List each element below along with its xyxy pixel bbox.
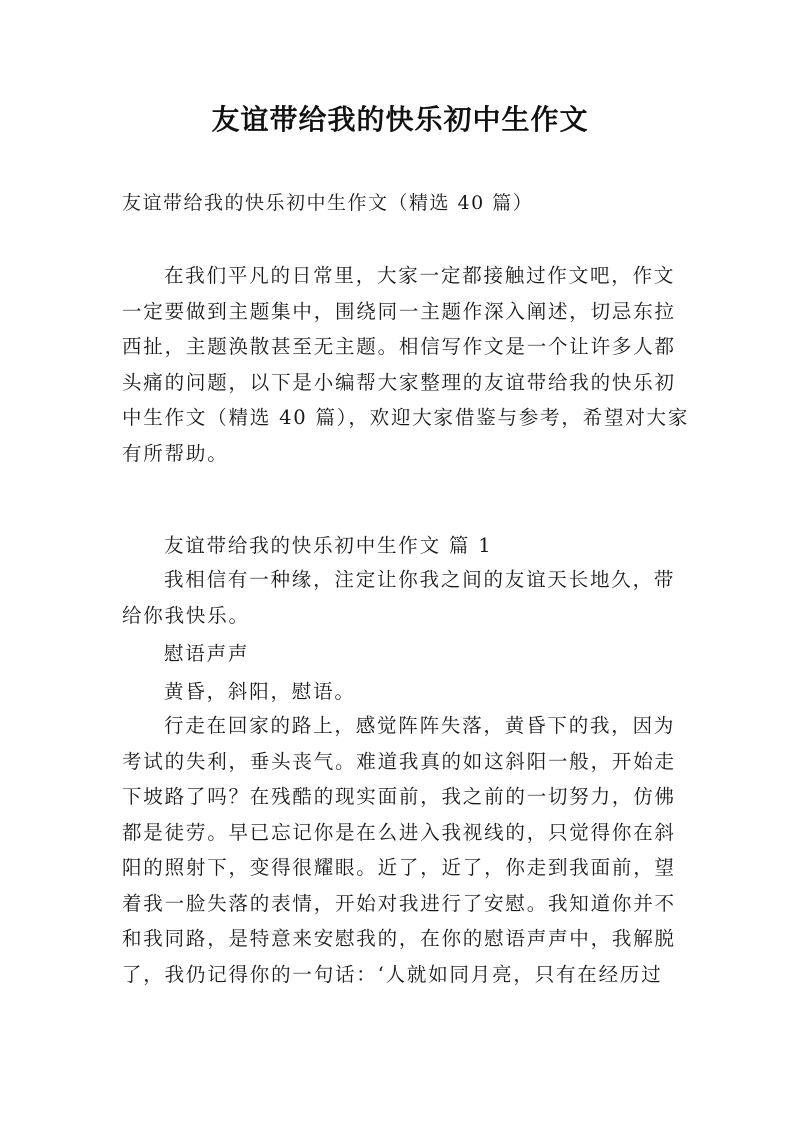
intro-line: 有所帮助。	[122, 441, 229, 465]
paragraph-line: 着我一脸失落的表情，开始对我进行了安慰。我知道你并不	[122, 891, 676, 915]
intro-line: 头痛的问题，以下是小编帮大家整理的友谊带给我的快乐初	[122, 370, 676, 394]
paragraph-line: 我相信有一种缘，注定让你我之间的友谊天长地久，带	[164, 568, 676, 591]
paragraph-line: 都是徒劳。早已忘记你是在么进入我视线的，只觉得你在斜	[122, 820, 676, 844]
intro-line: 在我们平凡的日常里，大家一定都接触过作文吧，作文	[164, 264, 676, 287]
document-title: 友谊带给我的快乐初中生作文	[211, 103, 589, 136]
section-heading: 友谊带给我的快乐初中生作文 篇 1	[164, 534, 493, 557]
intro-line: 西扯，主题涣散甚至无主题。相信写作文是一个让许多人都	[122, 335, 676, 358]
subheading-line: 慰语声声	[164, 642, 250, 665]
paragraph-line: 下坡路了吗？在残酷的现实面前，我之前的一切努力，仿佛	[122, 785, 676, 808]
paragraph-line: 阳的照射下，变得很耀眼。近了，近了，你走到我面前，望	[122, 856, 676, 879]
intro-line: 一定要做到主题集中，围绕同一主题作深入阐述，切忌东拉	[122, 299, 676, 323]
paragraph-line: 了，我仍记得你的一句话：‘人就如同月亮，只有在经历过	[122, 962, 663, 986]
intro-paragraph	[122, 258, 690, 471]
paragraph-line: 考试的失利，垂头丧气。难道我真的如这斜阳一般，开始走	[122, 749, 676, 773]
paragraph-1	[122, 562, 682, 633]
subheading-line: 黄昏，斜阳，慰语。	[164, 680, 356, 703]
paragraph-2	[122, 708, 682, 992]
paragraph-line: 给你我快乐。	[122, 603, 250, 627]
paragraph-line: 行走在回家的路上，感觉阵阵失落，黄昏下的我，因为	[164, 714, 676, 737]
intro-line: 中生作文（精选 40 篇），欢迎大家借鉴与参考，希望对大家	[122, 406, 690, 429]
paragraph-line: 和我同路，是特意来安慰我的，在你的慰语声声中，我解脱	[122, 927, 676, 950]
document-subtitle: 友谊带给我的快乐初中生作文（精选 40 篇）	[122, 192, 534, 214]
